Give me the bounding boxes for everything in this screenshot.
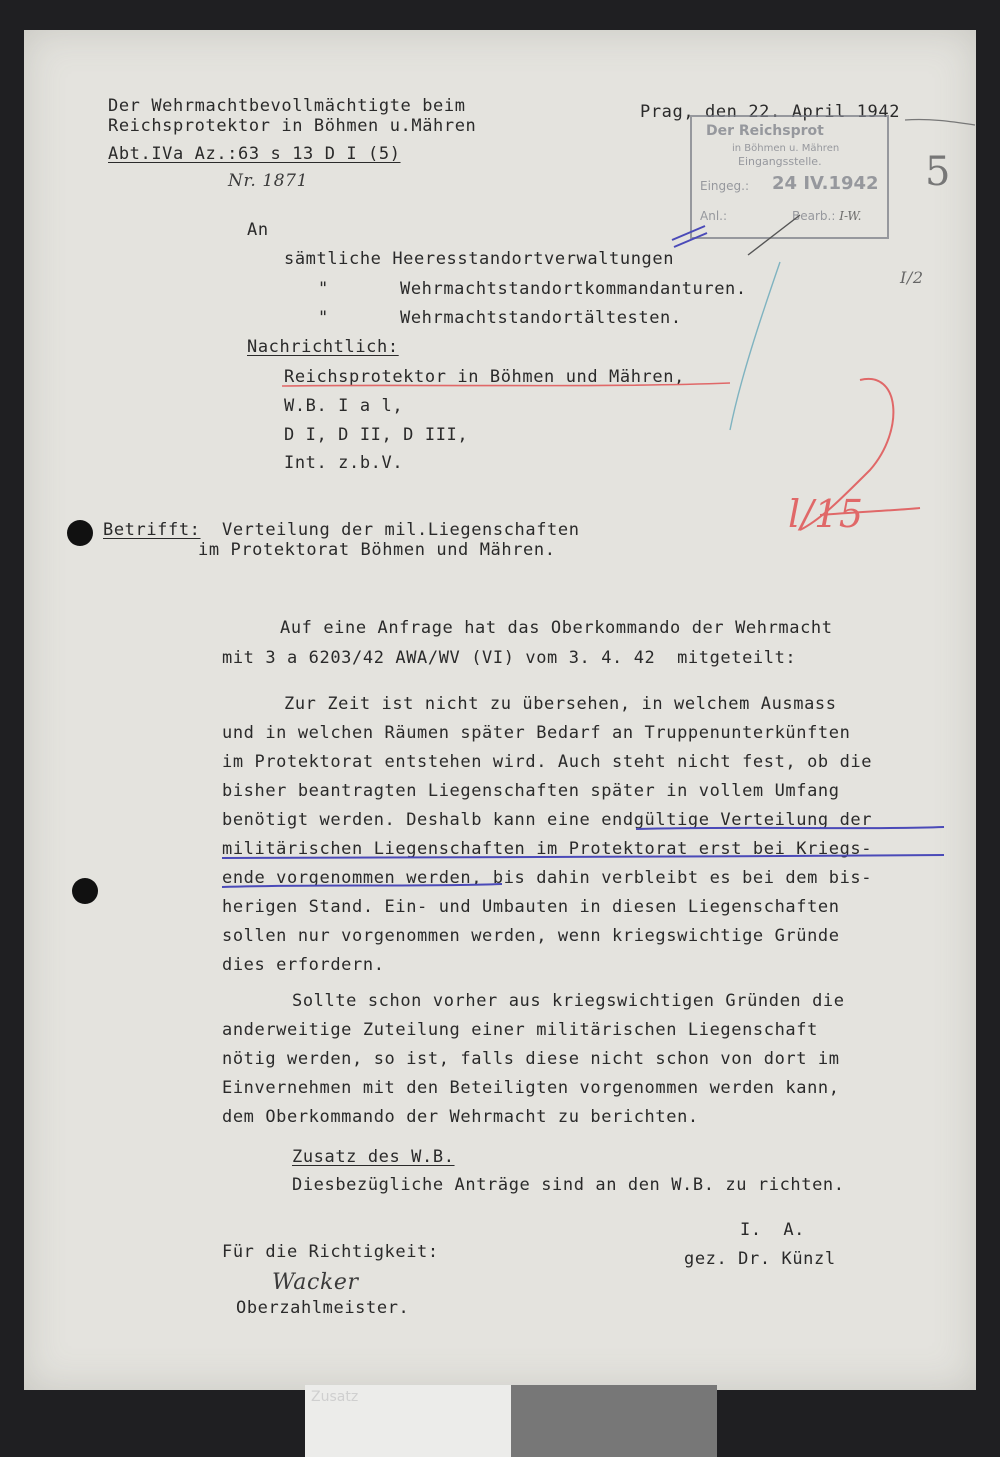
paragraph-2-line: dem Oberkommando der Wehrmacht zu berichten. (222, 1107, 699, 1127)
recipient-line-3: Wehrmachtstandortältesten. (400, 308, 682, 328)
paragraph-1-line: bisher beantragten Liegenschaften später in vollem Umfang (222, 781, 840, 801)
cc-line-2: W.B. I a l, (284, 396, 404, 416)
paragraph-1-line: benötigt werden. Deshalb kann eine endgültige Verteilung der (222, 810, 873, 830)
stamp-bearb-label: Bearb.: I-W. (792, 209, 862, 223)
paragraph-2-line: Sollte schon vorher aus kriegswichtigen Gründen die (292, 991, 845, 1011)
body-intro-2: mit 3 a 6203/42 AWA/WV (VI) vom 3. 4. 42 mitgeteilt: (222, 648, 797, 668)
addendum-label: Zusatz des W.B. (292, 1147, 455, 1167)
subject-label: Betrifft: (103, 520, 201, 540)
addendum-text: Diesbezügliche Anträge sind an den W.B. zu richten. (292, 1175, 845, 1195)
archive-strip (305, 1385, 717, 1457)
subject-line-2: im Protektorat Böhmen und Mähren. (198, 540, 556, 560)
place-date: Prag, den 22. April 1942 (640, 102, 901, 122)
stamp-date: 24 IV.1942 (772, 173, 879, 194)
stamp-line-1: Der Reichsprot (706, 123, 824, 139)
sender-line-1: Der Wehrmachtbevollmächtigte beim (108, 96, 466, 116)
signature-title: Oberzahlmeister. (236, 1298, 410, 1318)
paragraph-1-line: herigen Stand. Ein- und Umbauten in diesen Liegenschaften (222, 897, 840, 917)
recipient-line-2: Wehrmachtstandortkommandanturen. (400, 279, 747, 299)
margin-note-side: I/2 (900, 268, 924, 287)
recipient-line-1: sämtliche Heeresstandortverwaltungen (284, 249, 675, 269)
margin-note-top-right: 5 (925, 149, 952, 195)
stamp-line-2: in Böhmen u. Mähren (732, 143, 840, 154)
stamp-bearb-value: I-W. (839, 209, 862, 223)
paragraph-1-line: dies erfordern. (222, 955, 385, 975)
subject-line-1: Verteilung der mil.Liegenschaften (222, 520, 580, 540)
paragraph-1-line: Zur Zeit ist nicht zu übersehen, in welchem Ausmass (284, 694, 837, 714)
stamp-eingeg-label: Eingeg.: (700, 179, 749, 193)
paragraph-2-line: anderweitige Zuteilung einer militärischen Liegenschaft (222, 1020, 818, 1040)
paragraph-1-line: militärischen Liegenschaften im Protektorat erst bei Kriegs- (222, 839, 873, 859)
signature-signed: gez. Dr. Künzl (684, 1249, 836, 1269)
archive-strip-label: Zusatz (311, 1389, 359, 1405)
handwritten-number: Nr. 1871 (228, 171, 309, 191)
signature-ia: I. A. (740, 1220, 806, 1240)
paragraph-2-line: nötig werden, so ist, falls diese nicht schon von dort im (222, 1049, 840, 1069)
punch-hole-top (67, 520, 93, 546)
cc-line-4: Int. z.b.V. (284, 453, 404, 473)
recipient-ditto-2: " (318, 308, 329, 328)
paragraph-1-line: ende vorgenommen werden, bis dahin verbleibt es bei dem bis- (222, 868, 873, 888)
certified-label: Für die Richtigkeit: (222, 1242, 439, 1262)
punch-hole-bottom (72, 878, 98, 904)
paragraph-1-line: im Protektorat entstehen wird. Auch steht nicht fest, ob die (222, 752, 873, 772)
body-intro-1: Auf eine Anfrage hat das Oberkommando der Wehrmacht (280, 618, 833, 638)
stamp-line-3: Eingangsstelle. (738, 155, 822, 168)
handwritten-signature: Wacker (272, 1270, 359, 1295)
stamp-anl-label: Anl.: (700, 209, 728, 223)
cc-line-3: D I, D II, D III, (284, 425, 469, 445)
received-stamp (690, 115, 889, 239)
sender-line-2: Reichsprotektor in Böhmen u.Mähren (108, 116, 477, 136)
paragraph-2-line: Einvernehmen mit den Beteiligten vorgenommen werden kann, (222, 1078, 840, 1098)
cc-line-1: Reichsprotektor in Böhmen und Mähren, (284, 367, 685, 387)
recipient-ditto-1: " (318, 279, 329, 299)
nachrichtlich-label: Nachrichtlich: (247, 337, 399, 357)
paragraph-1-line: und in welchen Räumen später Bedarf an Truppenunterkünften (222, 723, 851, 743)
margin-note-initials: l/15 (788, 492, 864, 536)
reference-number: Abt.IVa Az.:63 s 13 D I (5) (108, 144, 401, 164)
recipient-an: An (247, 220, 269, 240)
paragraph-1-line: sollen nur vorgenommen werden, wenn kriegswichtige Gründe (222, 926, 840, 946)
